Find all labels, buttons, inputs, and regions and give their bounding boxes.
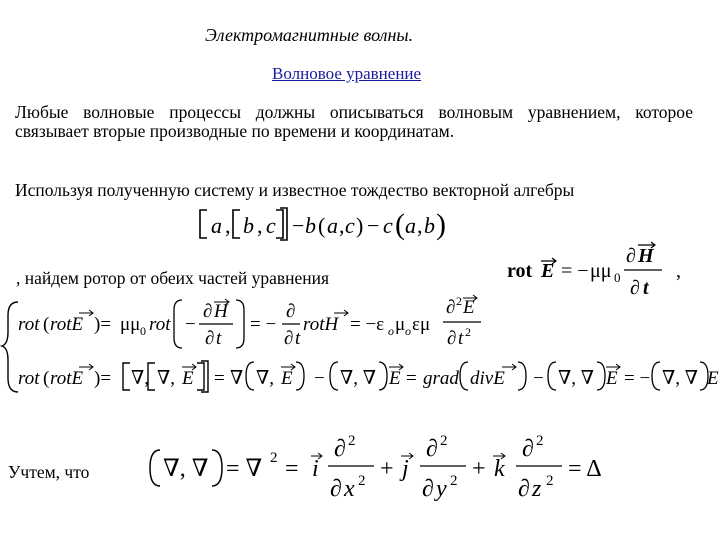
- svg-text:z: z: [532, 476, 542, 502]
- svg-text:∂: ∂: [518, 476, 530, 502]
- slide-subtitle: Волновое уравнение: [272, 64, 422, 83]
- svg-text:∂: ∂: [626, 245, 636, 267]
- svg-text:o: o: [388, 324, 394, 338]
- svg-text:+: +: [380, 456, 394, 482]
- svg-text:b: b: [424, 213, 435, 238]
- svg-text:a: a: [211, 213, 222, 238]
- svg-text:=: =: [214, 368, 225, 389]
- svg-text:∇, ∇: ∇, ∇: [558, 368, 595, 389]
- svg-text:a: a: [405, 213, 416, 238]
- paragraph-rotor: , найдем ротор от обеих частей уравнения: [16, 268, 330, 288]
- svg-text:,: ,: [225, 213, 231, 238]
- svg-text:)=: )=: [94, 314, 112, 335]
- svg-text:,: ,: [339, 213, 345, 238]
- svg-text:∇, ∇: ∇, ∇: [662, 368, 699, 389]
- svg-text:rotH: rotH: [303, 314, 339, 335]
- svg-text:−: −: [314, 368, 325, 389]
- svg-text:(: (: [318, 213, 326, 238]
- svg-text:c: c: [383, 213, 393, 238]
- svg-text:εμ: εμ: [412, 314, 431, 335]
- svg-text:rotE: rotE: [50, 368, 84, 389]
- formula-system-line-2: [18, 361, 719, 392]
- svg-text:∇: ∇: [230, 368, 244, 389]
- svg-text:): ): [436, 208, 446, 241]
- svg-text:): ): [356, 213, 364, 238]
- svg-text:∂: ∂: [630, 277, 640, 299]
- svg-text:2: 2: [450, 473, 458, 489]
- svg-text:,: ,: [417, 213, 423, 238]
- svg-text:2: 2: [546, 473, 554, 489]
- svg-text:∇, ∇: ∇, ∇: [163, 456, 209, 482]
- svg-text:t: t: [458, 328, 464, 349]
- formula-laplacian: [150, 433, 602, 502]
- svg-text:b: b: [305, 213, 316, 238]
- svg-text:= −: = −: [624, 368, 651, 389]
- svg-text:j: j: [402, 456, 409, 482]
- svg-text:=: =: [285, 456, 299, 482]
- svg-text:∇, ∇: ∇, ∇: [340, 368, 377, 389]
- svg-text:= ∇: = ∇: [226, 456, 263, 482]
- svg-text:E: E: [463, 297, 475, 318]
- svg-text:H: H: [638, 245, 654, 267]
- svg-text:x: x: [344, 476, 355, 502]
- svg-text:E: E: [182, 368, 194, 389]
- svg-text:rot: rot: [507, 260, 533, 282]
- svg-text:2: 2: [270, 450, 278, 466]
- svg-text:t: t: [216, 328, 222, 349]
- svg-text:rot: rot: [18, 368, 40, 389]
- svg-text:2: 2: [348, 433, 356, 449]
- svg-text:k: k: [494, 456, 505, 482]
- svg-text:,: ,: [676, 260, 681, 282]
- svg-text:c: c: [345, 213, 355, 238]
- svg-text:0: 0: [614, 270, 621, 285]
- slide-title: Электромагнитные волны.: [205, 25, 414, 45]
- svg-text:−: −: [367, 213, 380, 238]
- svg-text:= −ε: = −ε: [350, 314, 385, 335]
- svg-text:E: E: [389, 368, 401, 389]
- svg-text:μμ: μμ: [590, 260, 612, 282]
- svg-text:2: 2: [465, 325, 471, 339]
- svg-text:∂: ∂: [422, 476, 434, 502]
- svg-text:E: E: [606, 368, 618, 389]
- svg-text:∇,: ∇,: [131, 368, 150, 389]
- svg-text:,: ,: [257, 213, 263, 238]
- svg-text:E: E: [707, 368, 719, 389]
- svg-text:+: +: [472, 456, 486, 482]
- formula-rot-e: [507, 242, 681, 299]
- svg-text:= −: = −: [561, 260, 589, 282]
- svg-text:∂: ∂: [286, 301, 296, 322]
- svg-text:∂: ∂: [203, 301, 213, 322]
- svg-text:t: t: [643, 277, 649, 299]
- svg-text:t: t: [295, 328, 301, 349]
- svg-text:grad: grad: [423, 368, 459, 389]
- svg-text:∇,: ∇,: [256, 368, 275, 389]
- paragraph-take-into-account: Учтем, что: [8, 462, 90, 482]
- svg-text:−: −: [185, 314, 196, 335]
- svg-text:2: 2: [536, 433, 544, 449]
- svg-text:μ: μ: [395, 314, 406, 335]
- svg-text:H: H: [214, 301, 228, 322]
- svg-text:(: (: [395, 208, 405, 241]
- svg-text:μμ: μμ: [120, 314, 141, 335]
- svg-text:divE: divE: [470, 368, 505, 389]
- svg-text:∂: ∂: [334, 436, 346, 462]
- svg-text:∂: ∂: [284, 328, 294, 349]
- svg-text:= Δ: = Δ: [568, 456, 602, 482]
- paragraph-vector-identity: Используя полученную систему и известное тождество векторной алгебры: [15, 180, 575, 200]
- formula-vector-identity: [200, 208, 446, 241]
- svg-text:∂: ∂: [426, 436, 438, 462]
- svg-text:∂: ∂: [205, 328, 215, 349]
- svg-text:E: E: [541, 260, 555, 282]
- svg-text:(: (: [43, 314, 50, 335]
- svg-text:rot: rot: [18, 314, 40, 335]
- svg-text:−: −: [533, 368, 544, 389]
- system-brace: [2, 302, 18, 392]
- svg-text:y: y: [436, 476, 447, 502]
- svg-text:o: o: [405, 324, 411, 338]
- svg-text:2: 2: [358, 473, 366, 489]
- svg-text:2: 2: [440, 433, 448, 449]
- svg-text:∂: ∂: [447, 328, 457, 349]
- svg-text:2: 2: [456, 294, 462, 308]
- svg-text:i: i: [312, 456, 319, 482]
- svg-text:)=: )=: [94, 368, 112, 389]
- svg-text:E: E: [281, 368, 293, 389]
- svg-text:0: 0: [140, 324, 146, 338]
- svg-text:∂: ∂: [522, 436, 534, 462]
- svg-text:∂: ∂: [446, 297, 456, 318]
- svg-text:b: b: [243, 213, 254, 238]
- svg-text:rot: rot: [149, 314, 171, 335]
- svg-text:∂: ∂: [330, 476, 342, 502]
- svg-text:c: c: [266, 213, 276, 238]
- svg-text:= −: = −: [250, 314, 277, 335]
- svg-text:=: =: [406, 368, 417, 389]
- svg-text:(: (: [43, 368, 50, 389]
- svg-text:−: −: [292, 213, 305, 238]
- svg-text:a: a: [327, 213, 338, 238]
- paragraph-wave-processes: Любые волновые процессы должны описываться волновым уравнением, которое связывает вторые производные по времени и координатам.: [15, 102, 693, 141]
- svg-text:rotE: rotE: [50, 314, 84, 335]
- formula-system-line-1: [18, 294, 481, 349]
- svg-text:∇,: ∇,: [157, 368, 176, 389]
